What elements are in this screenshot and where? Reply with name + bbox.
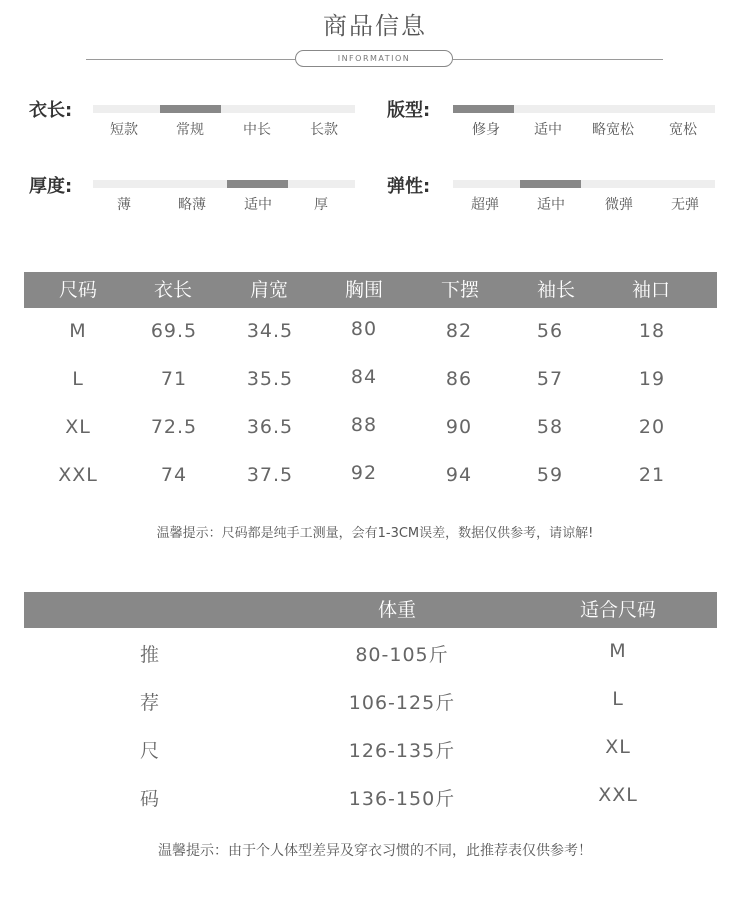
table-cell: 80 bbox=[350, 318, 378, 340]
table-cell: 71 bbox=[160, 368, 188, 390]
size-table-header-cell: 袖长 bbox=[536, 279, 575, 301]
attribute-label: 版型: bbox=[387, 100, 431, 121]
weight-range: 136-150斤 bbox=[348, 788, 456, 810]
attribute-option: 修身 bbox=[472, 122, 500, 138]
attribute-option: 适中 bbox=[537, 197, 565, 213]
table-cell: XL bbox=[65, 416, 91, 438]
table-cell: L bbox=[72, 368, 84, 390]
attribute-option: 长款 bbox=[310, 122, 338, 138]
attribute-option: 短款 bbox=[110, 122, 138, 138]
size-table-header-cell: 胸围 bbox=[344, 279, 383, 301]
attribute-scale-track bbox=[453, 180, 715, 188]
header-subtitle-pill: INFORMATION bbox=[295, 50, 453, 67]
weight-range: 126-135斤 bbox=[348, 740, 456, 762]
table-cell: 21 bbox=[638, 464, 666, 486]
size-table-header bbox=[24, 272, 717, 308]
table-cell: 72.5 bbox=[150, 416, 198, 438]
table-cell: 59 bbox=[536, 464, 564, 486]
attribute-scale-track bbox=[93, 180, 355, 188]
table-cell: 82 bbox=[445, 320, 473, 342]
header-divider-right bbox=[453, 59, 663, 60]
attribute-scale-track bbox=[93, 105, 355, 113]
size-table-header-cell: 下摆 bbox=[440, 279, 479, 301]
attribute-option: 中长 bbox=[243, 122, 271, 138]
attribute-selected-segment bbox=[227, 180, 288, 188]
table-cell: 92 bbox=[350, 462, 378, 484]
suggested-size: XL bbox=[605, 736, 631, 758]
table-cell: 94 bbox=[445, 464, 473, 486]
table-cell: 90 bbox=[445, 416, 473, 438]
side-label-char: 推 bbox=[139, 644, 160, 666]
attribute-label: 厚度: bbox=[29, 176, 73, 197]
attribute-option: 宽松 bbox=[669, 122, 697, 138]
suggested-size: M bbox=[609, 640, 627, 662]
table-cell: 18 bbox=[638, 320, 666, 342]
attribute-option: 略宽松 bbox=[592, 122, 634, 138]
suggested-size: XXL bbox=[598, 784, 638, 806]
attribute-option: 适中 bbox=[244, 197, 272, 213]
table-cell: 36.5 bbox=[246, 416, 294, 438]
table-cell: 57 bbox=[536, 368, 564, 390]
attribute-option: 无弹 bbox=[671, 197, 699, 213]
side-label-char: 尺 bbox=[139, 740, 160, 762]
recommend-table-header bbox=[24, 592, 717, 628]
recommend-table-note: 温馨提示：由于个人体型差异及穿衣习惯的不同，此推荐表仅供参考！ bbox=[158, 843, 592, 859]
table-cell: 37.5 bbox=[246, 464, 294, 486]
table-cell: M bbox=[69, 320, 87, 342]
attribute-option: 薄 bbox=[117, 197, 131, 213]
side-label-char: 荐 bbox=[139, 692, 160, 714]
attribute-option: 常规 bbox=[176, 122, 204, 138]
header-divider-left bbox=[86, 59, 295, 60]
size-table-header-cell: 尺码 bbox=[58, 279, 97, 301]
attribute-option: 厚 bbox=[314, 197, 328, 213]
table-cell: 19 bbox=[638, 368, 666, 390]
size-table-header-cell: 袖口 bbox=[631, 279, 670, 301]
weight-range: 80-105斤 bbox=[355, 644, 449, 666]
attribute-label: 衣长: bbox=[29, 100, 73, 121]
size-table-header-cell: 衣长 bbox=[153, 279, 192, 301]
attribute-option: 超弹 bbox=[471, 197, 499, 213]
attribute-option: 适中 bbox=[534, 122, 562, 138]
suggested-size: L bbox=[612, 688, 624, 710]
attribute-option: 略薄 bbox=[178, 197, 206, 213]
table-cell: 86 bbox=[445, 368, 473, 390]
table-cell: 69.5 bbox=[150, 320, 198, 342]
size-table-note: 温馨提示：尺码都是纯手工测量，会有1-3CM误差，数据仅供参考，请谅解! bbox=[156, 526, 594, 541]
size-table-header-cell: 肩宽 bbox=[249, 279, 288, 301]
recommend-table-header-cell: 体重 bbox=[377, 599, 416, 621]
attribute-option: 微弹 bbox=[605, 197, 633, 213]
table-cell: 20 bbox=[638, 416, 666, 438]
attribute-selected-segment bbox=[160, 105, 221, 113]
side-label-char: 码 bbox=[139, 788, 160, 810]
table-cell: 58 bbox=[536, 416, 564, 438]
attribute-selected-segment bbox=[520, 180, 581, 188]
table-cell: 56 bbox=[536, 320, 564, 342]
attribute-label: 弹性: bbox=[387, 176, 431, 197]
page-title: 商品信息 bbox=[323, 12, 427, 40]
attribute-selected-segment bbox=[453, 105, 514, 113]
table-cell: 84 bbox=[350, 366, 378, 388]
table-cell: XXL bbox=[58, 464, 98, 486]
table-cell: 88 bbox=[350, 414, 378, 436]
attribute-scale-track bbox=[453, 105, 715, 113]
table-cell: 35.5 bbox=[246, 368, 294, 390]
recommend-table-header-cell: 适合尺码 bbox=[579, 599, 656, 621]
table-cell: 34.5 bbox=[246, 320, 294, 342]
weight-range: 106-125斤 bbox=[348, 692, 456, 714]
table-cell: 74 bbox=[160, 464, 188, 486]
